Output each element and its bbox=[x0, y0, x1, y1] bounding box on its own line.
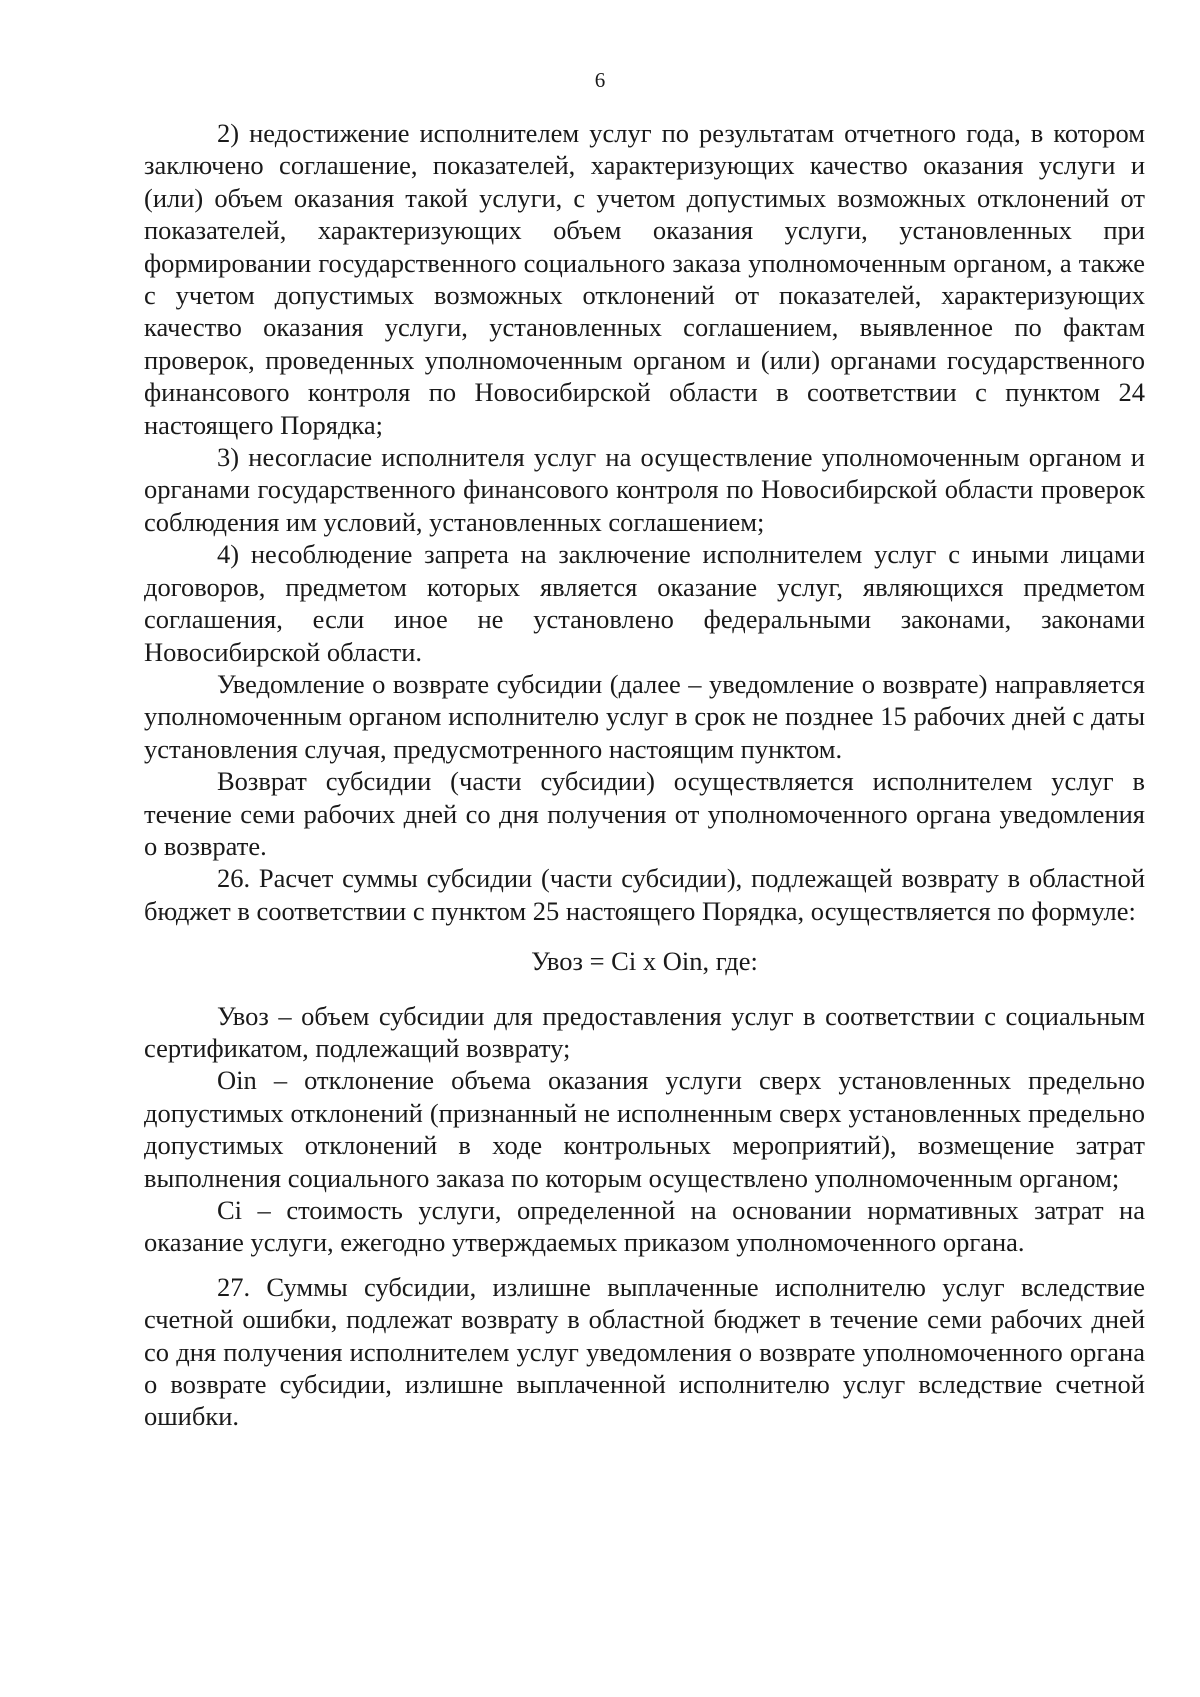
definition-uvoz: Увоз – объем субсидии для предоставления услуг в соответствии с социальным сертификатом, подлежащий возврату; bbox=[144, 1000, 1145, 1063]
paragraph-item-4-non-compliance: 4) несоблюдение запрета на заключение исполнителем услуг с иными лицами договоров, предметом которых является оказание услуг, являющихся предметом соглашения, если иное не установлено федеральными законами, законами Новосибирской области. bbox=[144, 539, 1145, 667]
paragraph-item-3-disagreement: 3) несогласие исполнителя услуг на осуществление уполномоченным органом и органами государственного финансового контроля по Новосибирской области проверок соблюдения им условий, установленных соглашением; bbox=[144, 442, 1145, 537]
definition-oin: Oin – отклонение объема оказания услуги сверх установленных предельно допустимых отклонений (признанный не исполненным сверх установленных предельно допустимых отклонений в ходе контрольных мероприятий), возмещение затрат выполнения социального заказа по которым осуществлено уполномоченным органом; bbox=[144, 1065, 1145, 1193]
definition-ci: Ci – стоимость услуги, определенной на основании нормативных затрат на оказание услуги, ежегодно утверждаемых приказом уполномоченного органа. bbox=[144, 1195, 1145, 1258]
page-number: 6 bbox=[594, 68, 606, 92]
paragraph-item-2-non-achievement: 2) недостижение исполнителем услуг по результатам отчетного года, в котором заключено соглашение, показателей, характеризующих качество оказания услуги и (или) объем оказания такой услуги, с учетом допустимых возможных отклонений от показателей, характеризующих объем оказания услуги, установленных при формировании государственного социального заказа уполномоченным органом, а также с учетом допустимых возможных отклонений от показателей, характеризующих качество оказания услуги, установленных соглашением, выявленное по фактам проверок, проведенных уполномоченным органом и (или) органами государственного финансового контроля по Новосибирской области в соответствии с пунктом 24 настоящего Порядка; bbox=[144, 118, 1145, 440]
paragraph-section-27: 27. Суммы субсидии, излишне выплаченные исполнителю услуг вследствие счетной ошибки, подлежат возврату в областной бюджет в течение семи рабочих дней со дня получения исполнителем услуг уведомления о возврате уполномоченного органа о возврате субсидии, излишне выплаченной исполнителю услуг вследствие счетной ошибки. bbox=[144, 1271, 1145, 1432]
document-body bbox=[144, 117, 1145, 1433]
paragraph-return-term: Возврат субсидии (части субсидии) осуществляется исполнителем услуг в течение семи рабочих дней со дня получения от уполномоченного органа уведомления о возврате. bbox=[144, 766, 1145, 861]
return-formula: Увоз = Ci x Oin, где: bbox=[531, 946, 758, 977]
paragraph-return-notice: Уведомление о возврате субсидии (далее – уведомление о возврате) направляется уполномоченным органом исполнителю услуг в срок не позднее 15 рабочих дней с даты установления случая, предусмотренного настоящим пунктом. bbox=[144, 668, 1145, 764]
paragraph-section-26: 26. Расчет суммы субсидии (части субсидии), подлежащей возврату в областной бюджет в соответствии с пунктом 25 настоящего Порядка, осуществляется по формуле: bbox=[144, 863, 1145, 926]
